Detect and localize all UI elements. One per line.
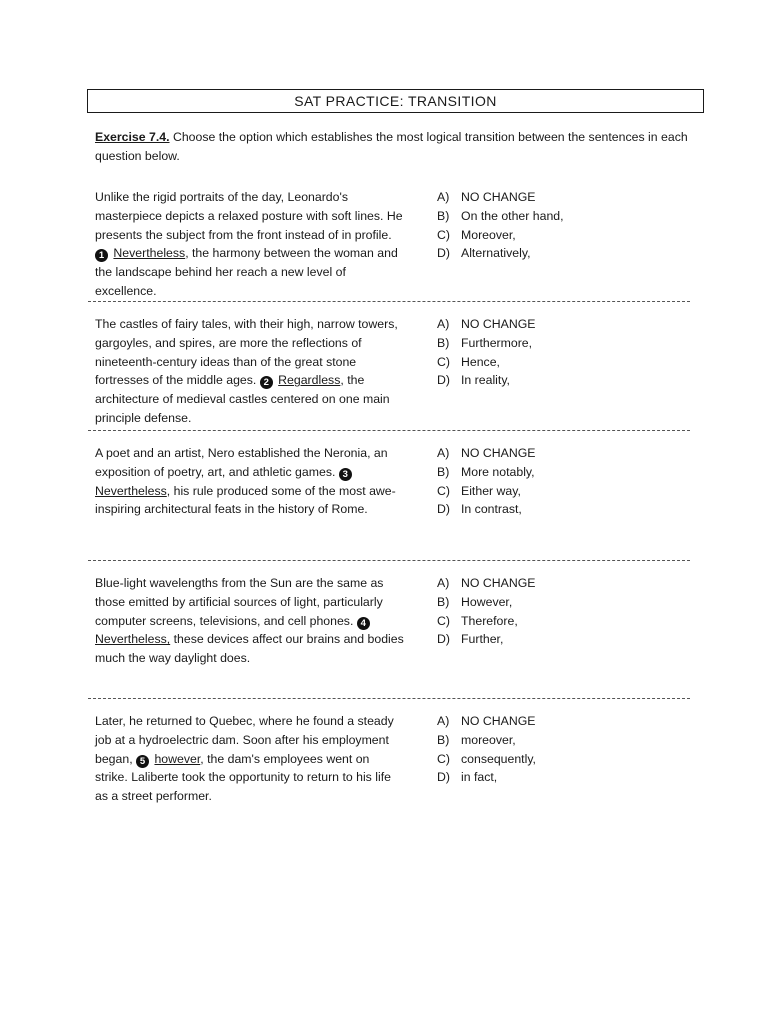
option-text: More notably,	[461, 464, 535, 479]
option-c[interactable]	[437, 353, 535, 372]
option-letter: D)	[437, 373, 450, 388]
question-text	[95, 574, 405, 668]
option-c[interactable]	[437, 612, 535, 631]
instructions-text: Choose the option which establishes the most logical transition between the sentences in each question below.	[95, 130, 688, 163]
option-text: consequently,	[461, 751, 536, 766]
option-text: Furthermore,	[461, 335, 533, 350]
option-b[interactable]	[437, 207, 564, 226]
option-letter: B)	[437, 464, 450, 479]
question-text-before: Later, he returned to Quebec, where he found a steady job at a hydroelectric dam. Soon after his employment began,	[95, 714, 394, 766]
question-text-after: , his rule produced some of the most awe-inspiring architectural feats in the history of Rome.	[95, 483, 396, 517]
option-text: Alternatively,	[461, 246, 531, 261]
option-d[interactable]	[437, 371, 535, 390]
answer-options	[437, 188, 564, 263]
option-text: In reality,	[461, 373, 510, 388]
option-text: in fact,	[461, 770, 498, 785]
option-letter: D)	[437, 770, 450, 785]
question-text	[95, 444, 405, 519]
option-letter: C)	[437, 613, 450, 628]
option-b[interactable]	[437, 593, 535, 612]
option-letter: A)	[437, 714, 450, 728]
question-text-after: these devices affect our brains and bodies much the way daylight does.	[95, 632, 404, 666]
question-text	[95, 315, 405, 428]
option-letter: A)	[437, 446, 450, 460]
option-text: NO CHANGE	[461, 190, 536, 204]
question-text-before: The castles of fairy tales, with their high, narrow towers, gargoyles, and spires, are more the reflections of nineteenth-century ideas than of the great stone fortresses of the middle ages.	[95, 317, 398, 388]
option-d[interactable]	[437, 630, 535, 649]
question-divider	[88, 698, 690, 699]
answer-options	[437, 712, 536, 787]
option-a[interactable]	[437, 444, 535, 463]
answer-options	[437, 444, 535, 519]
option-a[interactable]	[437, 315, 535, 334]
question-number-badge: 3	[339, 468, 352, 481]
option-text: Either way,	[461, 483, 521, 498]
option-c[interactable]	[437, 750, 536, 769]
question-text-before: Unlike the rigid portraits of the day, Leonardo's masterpiece depicts a relaxed posture with soft lines. He presents the subject from the front instead of in profile.	[95, 190, 403, 242]
question-text-before: Blue-light wavelengths from the Sun are the same as those emitted by artificial sources of light, particularly computer screens, televisions, and cell phones.	[95, 576, 384, 628]
option-letter: C)	[437, 227, 450, 242]
option-text: NO CHANGE	[461, 714, 536, 728]
underlined-transition: however	[154, 751, 201, 766]
underlined-transition: Regardless	[278, 373, 341, 388]
option-letter: D)	[437, 632, 450, 647]
option-letter: B)	[437, 594, 450, 609]
option-letter: D)	[437, 502, 450, 517]
option-text: On the other hand,	[461, 208, 564, 223]
question-number-badge: 1	[95, 249, 108, 262]
question-text-after: , the architecture of medieval castles centered on one main principle defense.	[95, 373, 390, 425]
option-text: NO CHANGE	[461, 317, 536, 331]
option-text: In contrast,	[461, 502, 522, 517]
option-letter: B)	[437, 208, 450, 223]
question-text	[95, 188, 405, 301]
instructions	[95, 128, 695, 165]
underlined-transition: Nevertheless	[95, 483, 167, 498]
question-text-before: A poet and an artist, Nero established the Neronia, an exposition of poetry, art, and athletic games.	[95, 446, 388, 479]
option-letter: C)	[437, 483, 450, 498]
question-number-badge: 4	[357, 617, 370, 630]
question-divider	[88, 430, 690, 431]
option-letter: D)	[437, 246, 450, 261]
option-text: Moreover,	[461, 227, 516, 242]
option-letter: B)	[437, 732, 450, 747]
answer-options	[437, 574, 535, 649]
question-divider	[88, 301, 690, 302]
option-letter: A)	[437, 190, 450, 204]
option-text: Hence,	[461, 354, 500, 369]
option-d[interactable]	[437, 768, 536, 787]
option-b[interactable]	[437, 463, 535, 482]
question-number-badge: 2	[260, 376, 273, 389]
option-d[interactable]	[437, 244, 564, 263]
option-text: Further,	[461, 632, 504, 647]
option-text: moreover,	[461, 732, 516, 747]
option-letter: A)	[437, 317, 450, 331]
option-text: Therefore,	[461, 613, 518, 628]
option-b[interactable]	[437, 334, 535, 353]
answer-options	[437, 315, 535, 390]
option-a[interactable]	[437, 712, 536, 731]
option-d[interactable]	[437, 500, 535, 519]
option-b[interactable]	[437, 731, 536, 750]
question-text	[95, 712, 405, 806]
page-title: SAT PRACTICE: TRANSITION	[87, 89, 704, 113]
option-a[interactable]	[437, 188, 564, 207]
option-a[interactable]	[437, 574, 535, 593]
question-divider	[88, 560, 690, 561]
option-letter: C)	[437, 354, 450, 369]
question-text-after: , the harmony between the woman and the landscape behind her reach a new level of excellence.	[95, 246, 398, 298]
underlined-transition: Nevertheless	[113, 246, 186, 261]
option-letter: B)	[437, 335, 450, 350]
underlined-transition: Nevertheless,	[95, 632, 171, 647]
option-c[interactable]	[437, 226, 564, 245]
option-letter: C)	[437, 751, 450, 766]
option-text: However,	[461, 594, 513, 609]
exercise-label: Exercise 7.4.	[95, 130, 170, 144]
option-c[interactable]	[437, 482, 535, 501]
option-letter: A)	[437, 576, 450, 590]
question-number-badge: 5	[136, 755, 149, 768]
option-text: NO CHANGE	[461, 576, 536, 590]
question-text-after: , the dam's employees went on strike. Laliberte took the opportunity to return to his life as a street performer.	[95, 751, 391, 804]
option-text: NO CHANGE	[461, 446, 536, 460]
